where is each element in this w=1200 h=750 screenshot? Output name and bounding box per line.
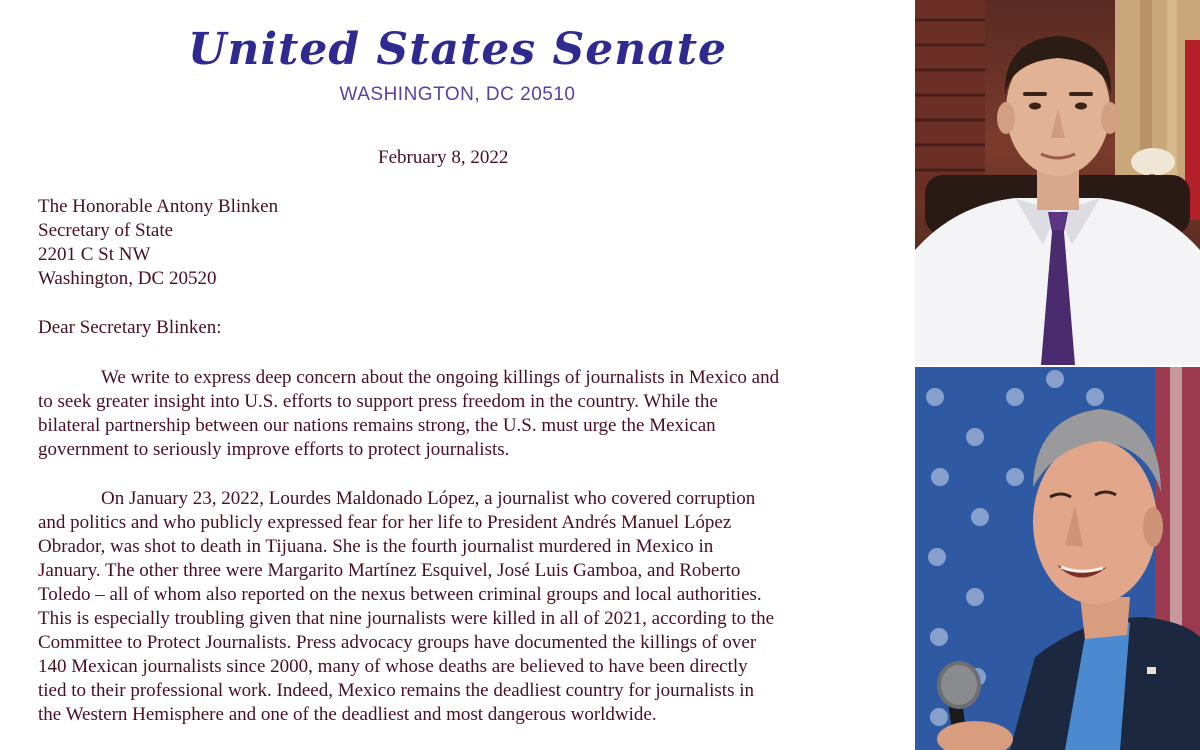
paragraph-line: Committee to Protect Journalists. Press advocacy groups have documented the killings of over: [38, 632, 757, 653]
addressee-block: [38, 195, 278, 291]
paragraph-line: bilateral partnership between our nations remains strong, the U.S. must urge the Mexican: [38, 415, 716, 436]
portrait-photo-bottom: [915, 367, 1200, 750]
portrait-illustration: [915, 0, 1200, 365]
salutation: Dear Secretary Blinken:: [38, 317, 222, 338]
letter-date: February 8, 2022: [378, 147, 509, 168]
paragraph-line: Obrador, was shot to death in Tijuana. She is the fourth journalist murdered in Mexico in: [38, 536, 714, 557]
paragraph-line: We write to express deep concern about the ongoing killings of journalists in Mexico and: [101, 367, 780, 388]
paragraph-line: 140 Mexican journalists since 2000, many of whose deaths are believed to have been directly: [38, 656, 748, 677]
paragraph-line: Toledo – all of whom also reported on the nexus between criminal groups and local authorities.: [38, 584, 762, 605]
paragraph-2: [38, 487, 868, 727]
letterhead-address: WASHINGTON, DC 20510: [339, 84, 576, 105]
speaker-illustration: [915, 367, 1200, 750]
paragraph-line: tied to their professional work. Indeed, Mexico remains the deadliest country for journalists in: [38, 680, 755, 701]
addressee-line: 2201 C St NW: [38, 244, 151, 265]
paragraph-line: and politics and who publicly expressed fear for her life to President Andrés Manuel López: [38, 512, 732, 533]
paragraph-1: [38, 366, 868, 462]
paragraph-line: government to seriously improve efforts to protect journalists.: [38, 439, 510, 460]
paragraph-line: This is especially troubling given that nine journalists were killed in all of 2021, according to the: [38, 608, 775, 629]
addressee-line: The Honorable Antony Blinken: [38, 196, 279, 217]
letterhead-title: United States Senate: [187, 24, 728, 75]
portrait-photo-top: [915, 0, 1200, 365]
addressee-line: Secretary of State: [38, 220, 174, 241]
paragraph-line: On January 23, 2022, Lourdes Maldonado López, a journalist who covered corruption: [101, 488, 756, 509]
paragraph-line: the Western Hemisphere and one of the deadliest and most dangerous worldwide.: [38, 704, 657, 725]
paragraph-line: January. The other three were Margarito Martínez Esquivel, José Luis Gamboa, and Roberto: [38, 560, 741, 581]
addressee-line: Washington, DC 20520: [38, 268, 217, 289]
paragraph-line: to seek greater insight into U.S. efforts to support press freedom in the country. While the: [38, 391, 718, 412]
